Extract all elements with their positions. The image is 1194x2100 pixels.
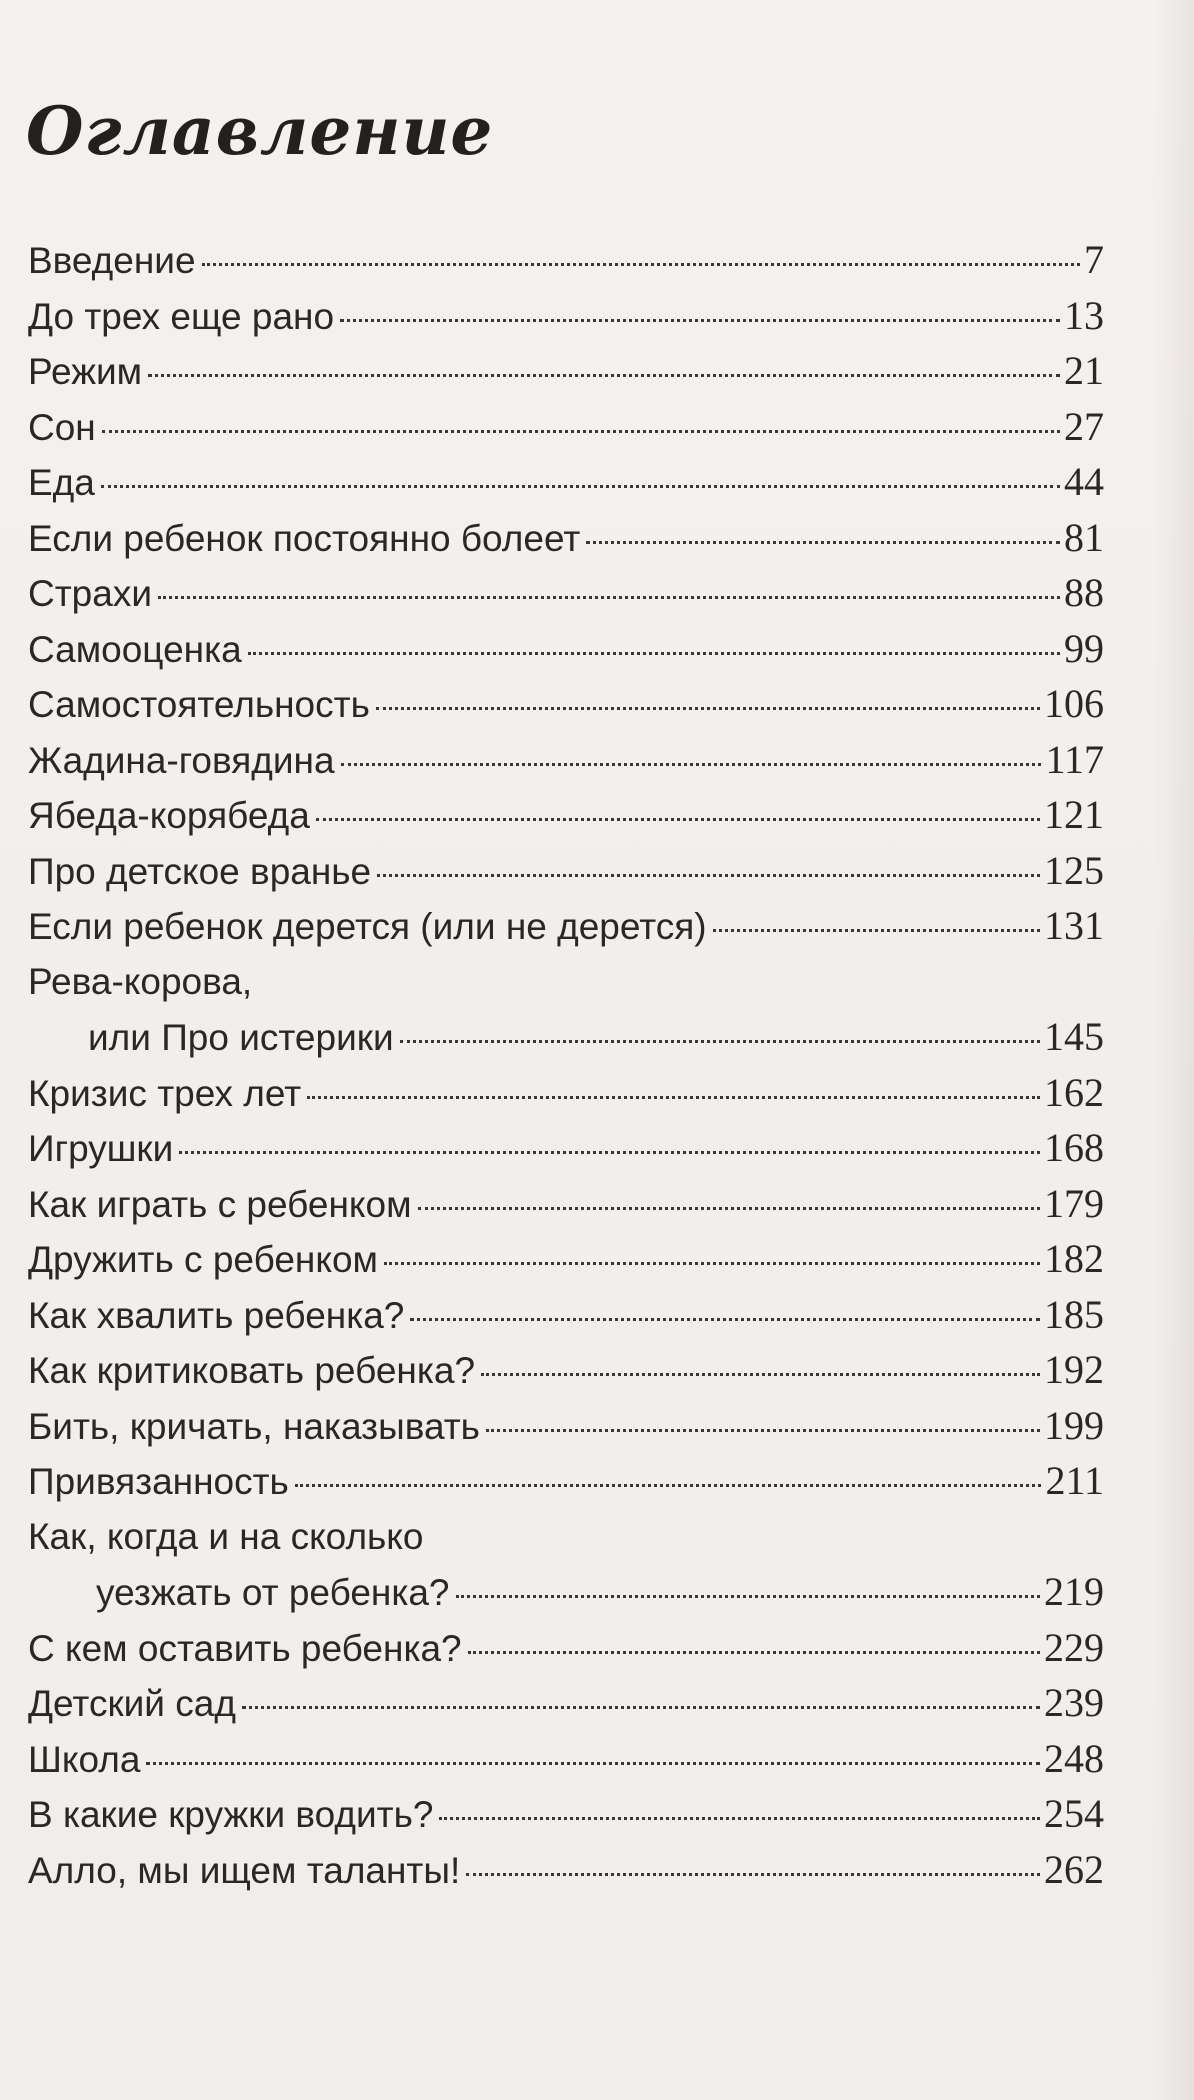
toc-entry bbox=[28, 1620, 1104, 1676]
toc-entry bbox=[28, 1675, 1104, 1731]
toc-entry-label: Как критиковать ребенка? bbox=[28, 1350, 476, 1391]
toc-entry bbox=[28, 232, 1104, 288]
toc-entry-label: уезжать от ребенка? bbox=[96, 1572, 450, 1613]
toc-entry-label: Введение bbox=[28, 240, 196, 281]
toc-entry-label: или Про истерики bbox=[88, 1017, 394, 1058]
toc-entry bbox=[28, 787, 1104, 843]
toc-entry-label: Еда bbox=[28, 462, 95, 503]
toc-entry bbox=[28, 898, 1104, 954]
dot-leader bbox=[468, 1651, 1040, 1654]
toc-entry-continuation bbox=[28, 1009, 1104, 1065]
page-title: Оглавление bbox=[26, 92, 494, 170]
dot-leader bbox=[202, 263, 1080, 266]
toc-page-number: 185 bbox=[1044, 1291, 1104, 1337]
toc-entry bbox=[28, 399, 1104, 455]
toc-page-number: 199 bbox=[1044, 1402, 1104, 1448]
dot-leader bbox=[586, 541, 1060, 544]
toc-entry bbox=[28, 1231, 1104, 1287]
toc-entry-label: Как хвалить ребенка? bbox=[28, 1294, 405, 1336]
toc-page-number: 179 bbox=[1044, 1180, 1104, 1226]
dot-leader bbox=[148, 374, 1060, 377]
toc-entry-first-line bbox=[28, 954, 1104, 1010]
toc-entry bbox=[28, 1287, 1104, 1343]
toc-page-number: 121 bbox=[1044, 792, 1104, 837]
toc-page-number: 106 bbox=[1044, 681, 1104, 726]
toc-entry-label: Бить, кричать, наказывать bbox=[28, 1405, 480, 1447]
toc-entry bbox=[28, 843, 1104, 899]
toc-page-number: 99 bbox=[1064, 625, 1104, 671]
toc-entry bbox=[28, 1786, 1104, 1842]
toc-page-number: 162 bbox=[1044, 1069, 1104, 1115]
toc-entry bbox=[28, 732, 1104, 788]
toc-page-number: 145 bbox=[1044, 1014, 1104, 1059]
toc-page-number: 248 bbox=[1044, 1735, 1104, 1781]
toc-entry-label: В какие кружки водить? bbox=[28, 1794, 434, 1835]
dot-leader bbox=[481, 1373, 1040, 1376]
toc-entry-continuation bbox=[28, 1564, 1104, 1620]
toc-entry-label: Как играть с ребенком bbox=[28, 1183, 412, 1225]
dot-leader bbox=[466, 1873, 1040, 1876]
dot-leader bbox=[158, 596, 1060, 599]
dot-leader bbox=[101, 485, 1060, 488]
toc-page-number: 125 bbox=[1044, 847, 1104, 893]
toc-entry-label: Самооценка bbox=[28, 628, 242, 670]
toc-page-number: 7 bbox=[1084, 237, 1104, 282]
toc-page-number: 168 bbox=[1044, 1125, 1104, 1170]
toc-entry bbox=[28, 343, 1104, 399]
toc-entry-label: Если ребенок дерется (или не дерется) bbox=[28, 906, 707, 947]
toc-entry bbox=[28, 621, 1104, 677]
toc-entry-label: Детский сад bbox=[28, 1683, 236, 1724]
dot-leader bbox=[341, 763, 1042, 766]
toc-page-number: 131 bbox=[1044, 903, 1104, 948]
toc-entry bbox=[28, 1731, 1104, 1787]
dot-leader bbox=[456, 1595, 1040, 1598]
toc-page-number: 27 bbox=[1064, 403, 1104, 449]
toc-entry-label: До трех еще рано bbox=[28, 295, 335, 337]
toc-page-number: 21 bbox=[1064, 348, 1104, 393]
dot-leader bbox=[307, 1096, 1040, 1099]
toc-page-number: 254 bbox=[1044, 1791, 1104, 1836]
toc-page-number: 13 bbox=[1064, 292, 1104, 338]
toc-entry-label: Если ребенок постоянно болеет bbox=[28, 517, 581, 559]
toc-entry-label: С кем оставить ребенка? bbox=[28, 1627, 462, 1669]
table-of-contents bbox=[28, 232, 1104, 1897]
toc-entry-label: Режим bbox=[28, 351, 143, 392]
toc-entry-label: Как, когда и на сколько bbox=[28, 1515, 424, 1557]
toc-page-number: 88 bbox=[1064, 570, 1104, 615]
dot-leader bbox=[400, 1040, 1040, 1043]
toc-entry-label: Школа bbox=[28, 1738, 141, 1780]
toc-entry bbox=[28, 1342, 1104, 1398]
dot-leader bbox=[713, 929, 1040, 932]
toc-entry-first-line bbox=[28, 1509, 1104, 1565]
toc-entry-label: Кризис трех лет bbox=[28, 1072, 302, 1114]
dot-leader bbox=[340, 319, 1060, 322]
toc-page-number: 229 bbox=[1044, 1624, 1104, 1670]
dot-leader bbox=[248, 652, 1060, 655]
dot-leader bbox=[316, 818, 1040, 821]
toc-page-number: 211 bbox=[1045, 1458, 1104, 1503]
toc-page-number: 117 bbox=[1045, 736, 1104, 782]
toc-entry-label: Ябеда-корябеда bbox=[28, 795, 310, 836]
dot-leader bbox=[295, 1484, 1042, 1487]
toc-page-number: 239 bbox=[1044, 1680, 1104, 1725]
toc-page-number: 182 bbox=[1044, 1236, 1104, 1281]
toc-entry bbox=[28, 288, 1104, 344]
dot-leader bbox=[146, 1762, 1040, 1765]
toc-entry bbox=[28, 676, 1104, 732]
dot-leader bbox=[418, 1207, 1040, 1210]
toc-entry bbox=[28, 454, 1104, 510]
toc-entry-label: Жадина-говядина bbox=[28, 739, 335, 781]
toc-entry-label: Страхи bbox=[28, 573, 152, 614]
toc-entry-label: Про детское вранье bbox=[28, 850, 372, 892]
toc-entry bbox=[28, 510, 1104, 566]
toc-entry-label: Дружить с ребенком bbox=[28, 1239, 378, 1280]
toc-page-number: 219 bbox=[1044, 1569, 1104, 1614]
dot-leader bbox=[377, 874, 1040, 877]
dot-leader bbox=[242, 1706, 1040, 1709]
dot-leader bbox=[102, 430, 1060, 433]
dot-leader bbox=[376, 707, 1040, 710]
toc-entry-label: Игрушки bbox=[28, 1128, 174, 1169]
dot-leader bbox=[439, 1817, 1040, 1820]
toc-page-number: 81 bbox=[1064, 514, 1104, 560]
toc-entry-label: Сон bbox=[28, 406, 96, 448]
toc-entry-label: Алло, мы ищем таланты! bbox=[28, 1849, 461, 1891]
toc-page-number: 44 bbox=[1064, 459, 1104, 504]
dot-leader bbox=[179, 1151, 1040, 1154]
toc-entry bbox=[28, 1176, 1104, 1232]
toc-entry bbox=[28, 565, 1104, 621]
toc-page-number: 192 bbox=[1044, 1347, 1104, 1392]
page-edge-shadow bbox=[1154, 0, 1194, 2100]
toc-entry bbox=[28, 1120, 1104, 1176]
toc-entry bbox=[28, 1453, 1104, 1509]
dot-leader bbox=[384, 1262, 1040, 1265]
toc-entry bbox=[28, 1398, 1104, 1454]
dot-leader bbox=[486, 1429, 1040, 1432]
toc-entry-label: Привязанность bbox=[28, 1461, 289, 1502]
toc-entry-label: Самостоятельность bbox=[28, 684, 370, 725]
toc-page-number: 262 bbox=[1044, 1846, 1104, 1892]
toc-entry bbox=[28, 1065, 1104, 1121]
toc-entry bbox=[28, 1842, 1104, 1898]
dot-leader bbox=[410, 1318, 1040, 1321]
toc-entry-label: Рева-корова, bbox=[28, 960, 253, 1002]
